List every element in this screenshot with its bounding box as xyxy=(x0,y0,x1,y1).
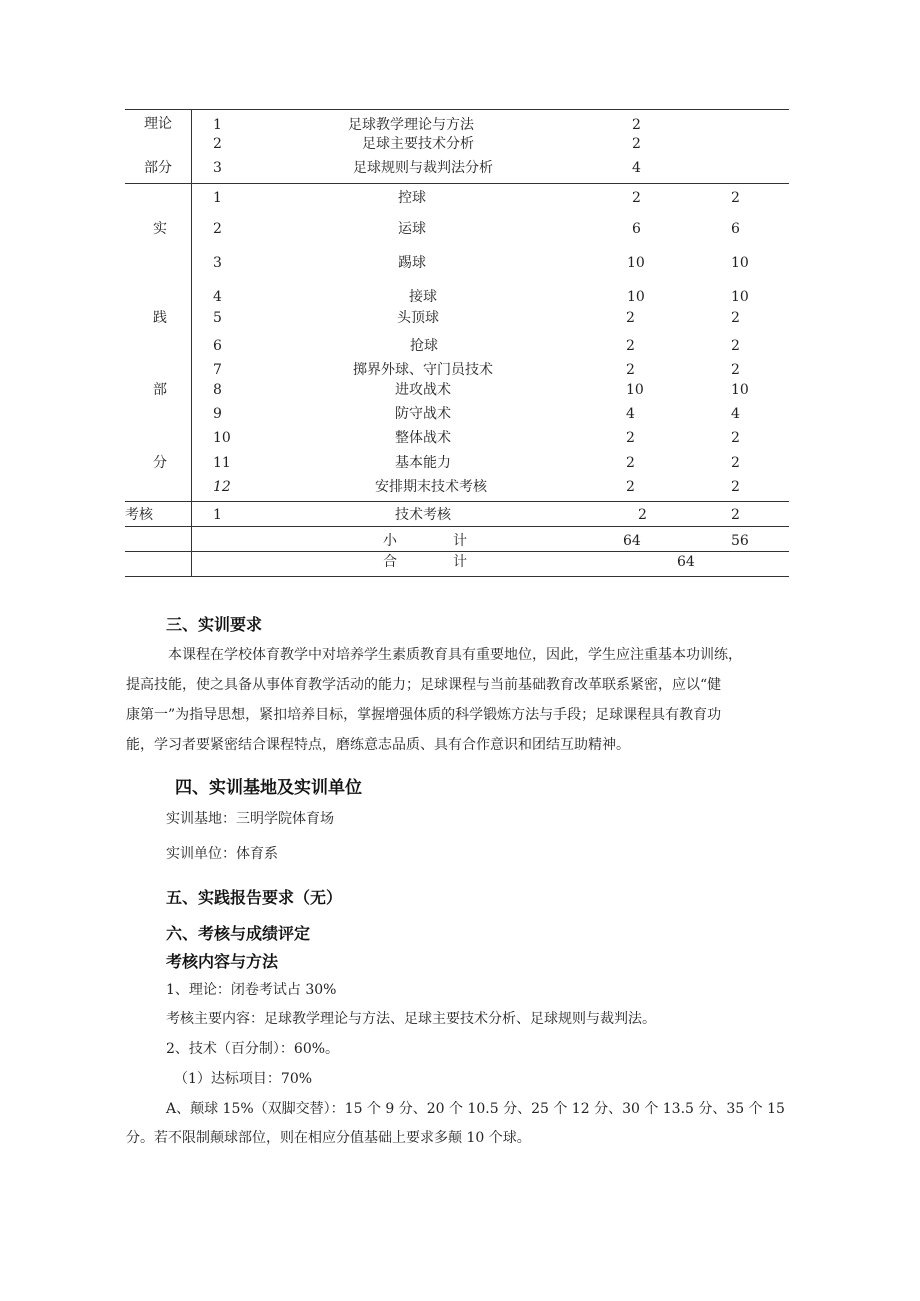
assessment-item: 2、技术（百分制）：60%。 xyxy=(166,1041,340,1057)
row-number: 8 xyxy=(213,382,222,398)
row-content: 抢球 xyxy=(410,338,438,354)
row-number: 1 xyxy=(213,190,222,206)
total-label: 合 xyxy=(383,554,397,570)
row-practice-hours: 10 xyxy=(731,255,749,271)
section-3-paragraph-line: 能，学习者要紧密结合课程特点，磨练意志品质、具有合作意识和团结互助精神。 xyxy=(126,737,630,753)
row-hours: 2 xyxy=(626,338,635,354)
assessment-criteria-line: A、颠球 15%（双脚交替）：15 个 9 分、20 个 10.5 分、25 个 12 分、30 个 13.5 分、35 个 15 xyxy=(166,1101,785,1117)
row-hours: 4 xyxy=(626,406,635,422)
row-hours: 2 xyxy=(632,136,641,152)
row-practice-hours: 2 xyxy=(731,455,740,471)
table-rule xyxy=(125,551,789,552)
assessment-criteria-line: 分。若不限制颠球部位，则在相应分值基础上要求多颠 10 个球。 xyxy=(126,1130,531,1146)
training-base: 实训基地：三明学院体育场 xyxy=(166,811,334,827)
row-hours: 2 xyxy=(638,507,647,523)
row-practice-hours: 4 xyxy=(731,406,740,422)
subtotal-hours: 64 xyxy=(623,533,641,549)
assessment-subitem: （1）达标项目：70% xyxy=(174,1071,313,1087)
row-content: 控球 xyxy=(398,190,426,206)
row-content: 足球教学理论与方法 xyxy=(348,117,474,133)
row-content: 整体战术 xyxy=(395,430,451,446)
row-hours: 2 xyxy=(632,190,641,206)
section-6-title: 六、考核与成绩评定 xyxy=(166,924,311,943)
section-label-practice: 践 xyxy=(153,310,167,326)
row-number: 1 xyxy=(213,117,222,133)
row-number: 4 xyxy=(213,289,222,305)
section-3-paragraph-line: 本课程在学校体育教学中对培养学生素质教育具有重要地位，因此，学生应注重基本功训练， xyxy=(168,647,742,663)
row-hours: 10 xyxy=(626,382,644,398)
row-hours: 2 xyxy=(632,117,641,133)
row-content: 进攻战术 xyxy=(395,382,451,398)
row-practice-hours: 2 xyxy=(731,479,740,495)
assessment-item: 1、理论：闭卷考试占 30% xyxy=(166,982,337,998)
table-rule-bottom xyxy=(125,576,789,577)
row-number: 10 xyxy=(213,430,231,446)
row-practice-hours: 2 xyxy=(731,507,740,523)
section-label-theory: 理论 xyxy=(144,116,172,132)
assessment-detail: 考核主要内容：足球教学理论与方法、足球主要技术分析、足球规则与裁判法。 xyxy=(166,1011,656,1027)
section-label-practice: 分 xyxy=(153,455,167,471)
section-label-practice: 实 xyxy=(153,221,167,237)
row-content: 掷界外球、守门员技术 xyxy=(353,362,493,378)
row-hours: 6 xyxy=(632,221,641,237)
row-hours: 2 xyxy=(626,310,635,326)
section-label-practice: 部 xyxy=(153,382,167,398)
row-content: 足球规则与裁判法分析 xyxy=(353,160,493,176)
row-content: 运球 xyxy=(398,221,426,237)
training-unit: 实训单位：体育系 xyxy=(166,846,278,862)
row-number: 2 xyxy=(213,136,222,152)
row-content: 防守战术 xyxy=(395,406,451,422)
row-practice-hours: 10 xyxy=(731,289,749,305)
section-label-exam: 考核 xyxy=(125,507,153,523)
row-practice-hours: 2 xyxy=(731,430,740,446)
row-number: 7 xyxy=(213,362,222,378)
row-hours: 4 xyxy=(632,160,641,176)
table-rule xyxy=(125,501,789,502)
table-rule-top xyxy=(125,109,789,110)
section-4-title: 四、实训基地及实训单位 xyxy=(175,778,362,798)
row-number: 12 xyxy=(213,479,231,495)
row-hours: 10 xyxy=(627,289,645,305)
section-3-paragraph-line: 康第一”为指导思想，紧扣培养目标，掌握增强体质的科学锻炼方法与手段；足球课程具有教育功 xyxy=(126,707,722,723)
row-practice-hours: 2 xyxy=(731,362,740,378)
row-number: 11 xyxy=(213,455,231,471)
row-content: 足球主要技术分析 xyxy=(362,136,474,152)
row-hours: 2 xyxy=(626,479,635,495)
section-6-subtitle: 考核内容与方法 xyxy=(166,952,279,971)
row-number: 6 xyxy=(213,338,222,354)
subtotal-practice-hours: 56 xyxy=(731,533,749,549)
subtotal-label: 计 xyxy=(453,533,467,549)
row-hours: 10 xyxy=(627,255,645,271)
subtotal-label: 小 xyxy=(383,533,397,549)
table-rule xyxy=(125,526,789,527)
row-content: 基本能力 xyxy=(395,455,451,471)
row-number: 2 xyxy=(213,221,222,237)
row-content: 踢球 xyxy=(398,255,426,271)
table-column-divider xyxy=(191,109,192,576)
row-content: 接球 xyxy=(409,289,437,305)
row-number: 3 xyxy=(213,160,222,176)
table-rule xyxy=(125,183,789,184)
row-content: 技术考核 xyxy=(395,507,451,523)
row-hours: 2 xyxy=(626,455,635,471)
section-3-title: 三、实训要求 xyxy=(166,615,263,634)
total-hours: 64 xyxy=(677,554,695,570)
row-practice-hours: 6 xyxy=(731,221,740,237)
section-5-title: 五、实践报告要求（无） xyxy=(166,888,343,907)
total-label: 计 xyxy=(453,554,467,570)
row-practice-hours: 2 xyxy=(731,338,740,354)
row-number: 5 xyxy=(213,310,222,326)
row-practice-hours: 2 xyxy=(731,190,740,206)
row-content: 安排期末技术考核 xyxy=(375,479,487,495)
row-practice-hours: 10 xyxy=(731,382,749,398)
row-practice-hours: 2 xyxy=(731,310,740,326)
section-3-paragraph-line: 提高技能，使之具备从事体育教学活动的能力；足球课程与当前基础教育改革联系紧密，应以“健 xyxy=(126,677,722,693)
row-number: 1 xyxy=(213,507,222,523)
row-content: 头顶球 xyxy=(397,310,439,326)
section-label-theory: 部分 xyxy=(144,160,172,176)
row-number: 9 xyxy=(213,406,222,422)
row-number: 3 xyxy=(213,255,222,271)
row-hours: 2 xyxy=(626,362,635,378)
row-hours: 2 xyxy=(626,430,635,446)
